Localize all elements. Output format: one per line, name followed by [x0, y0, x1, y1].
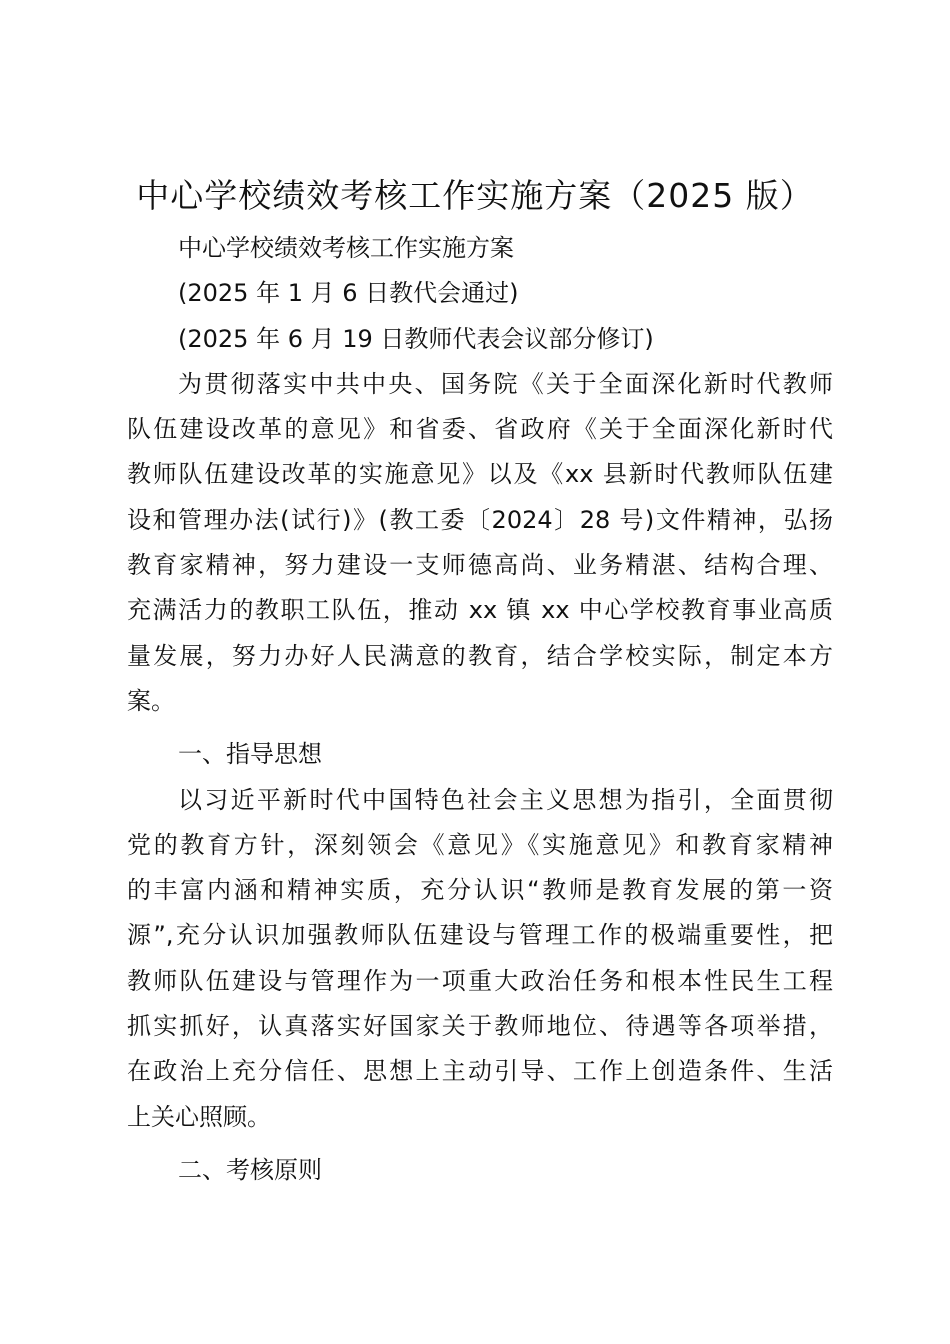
section-1-paragraph-line: 在政治上充分信任、思想上主动引导、工作上创造条件、生活 — [127, 1057, 833, 1086]
intro-paragraph-line: 设和管理办法(试行)》(教工委〔2024〕28 号)文件精神，弘扬 — [127, 505, 833, 534]
section-1-paragraph-line: 党的教育方针，深刻领会《意见》《实施意见》和教育家精神 — [127, 830, 833, 859]
document-subtitle: 中心学校绩效考核工作实施方案 — [178, 234, 514, 262]
intro-paragraph-line: 教师队伍建设改革的实施意见》以及《xx 县新时代教师队伍建 — [127, 460, 833, 489]
revision-note: (2025 年 6 月 19 日教师代表会议部分修订) — [178, 324, 654, 353]
section-1-paragraph-line: 教师队伍建设与管理作为一项重大政治任务和根本性民生工程 — [127, 966, 833, 995]
section-1-paragraph-line: 以习近平新时代中国特色社会主义思想为指引，全面贯彻 — [178, 785, 833, 814]
intro-paragraph-line: 队伍建设改革的意见》和省委、省政府《关于全面深化新时代 — [127, 415, 833, 444]
intro-paragraph-line: 为贯彻落实中共中央、国务院《关于全面深化新时代教师 — [178, 369, 833, 398]
section-1-paragraph-line: 抓实抓好，认真落实好国家关于教师地位、待遇等各项举措， — [127, 1012, 833, 1041]
section-heading-guiding-ideology: 一、指导思想 — [178, 740, 322, 769]
section-1-paragraph-line: 的丰富内涵和精神实质，充分认识“教师是教育发展的第一资 — [127, 876, 833, 905]
document-body — [127, 226, 833, 1193]
intro-paragraph-line: 充满活力的教职工队伍，推动 xx 镇 xx 中心学校教育事业高质 — [127, 596, 833, 625]
adoption-note: (2025 年 1 月 6 日教代会通过) — [178, 279, 519, 308]
document-title: 中心学校绩效考核工作实施方案（2025 版） — [136, 176, 814, 215]
intro-paragraph-line: 教育家精神，努力建设一支师德高尚、业务精湛、结构合理、 — [127, 551, 833, 580]
section-1-paragraph-line: 源”,充分认识加强教师队伍建设与管理工作的极端重要性，把 — [127, 921, 833, 950]
section-heading-assessment-principles: 二、考核原则 — [178, 1155, 322, 1184]
section-1-paragraph-line: 上关心照顾。 — [127, 1102, 271, 1131]
intro-paragraph-line: 量发展，努力办好人民满意的教育，结合学校实际，制定本方 — [127, 641, 833, 670]
intro-paragraph-line: 案。 — [127, 686, 175, 715]
